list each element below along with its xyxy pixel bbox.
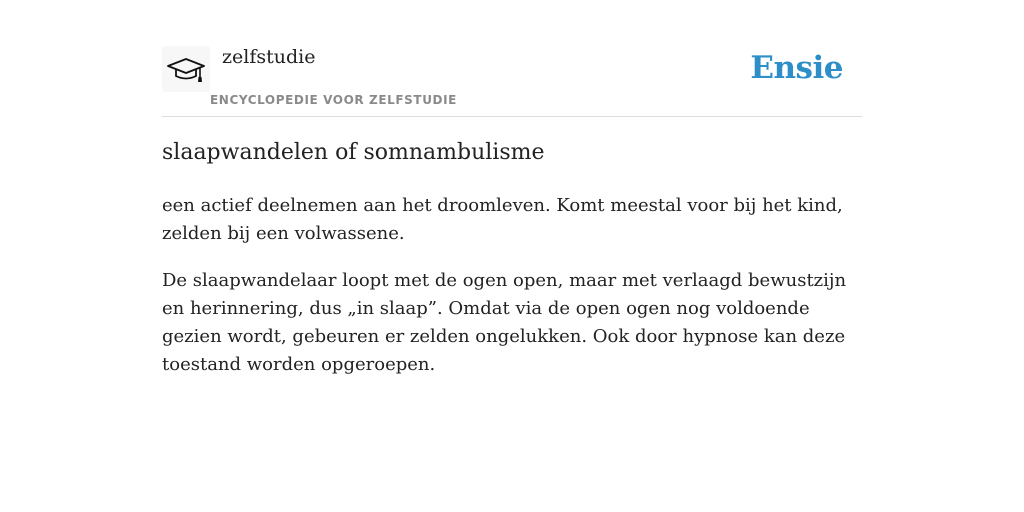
graduation-cap-icon [167,56,205,84]
site-logo[interactable] [162,46,210,92]
brand-logo-link[interactable]: Ensie [750,50,843,86]
site-header [162,0,862,117]
site-name-link[interactable]: zelfstudie [222,46,316,68]
page-title: slaapwandelen of somnambulisme [162,140,545,165]
article-paragraph: een actief deelnemen aan het droomleven. Komt meestal voor bij het kind, zelden bij een volwassene. [162,195,843,244]
article-paragraph: De slaapwandelaar loopt met de ogen open, maar met verlaagd bewustzijn en herinnering, dus „in slaap”. Omdat via de open ogen nog voldoende gezien wordt, gebeuren er zelden ongelukken. Ook door hypnose kan deze toestand worden opgeroepen. [162,270,847,375]
page [162,0,862,375]
site-tagline: ENCYCLOPEDIE VOOR ZELFSTUDIE [210,93,457,107]
